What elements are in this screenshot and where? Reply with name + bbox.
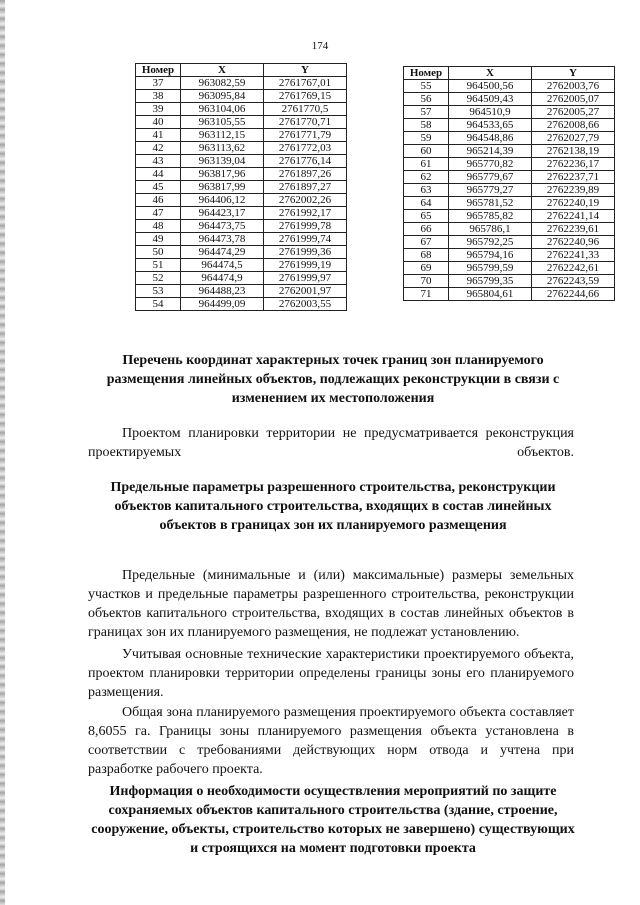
table-row <box>136 259 347 272</box>
table-row <box>404 210 615 223</box>
cell-number: 61 <box>404 158 449 171</box>
table-row <box>136 168 347 181</box>
table-header-row <box>136 64 347 77</box>
cell-y: 2762005,27 <box>532 106 615 119</box>
cell-x: 964510,9 <box>449 106 532 119</box>
table-row <box>404 93 615 106</box>
cell-x: 965794,16 <box>449 249 532 262</box>
cell-number: 51 <box>136 259 181 272</box>
cell-number: 62 <box>404 171 449 184</box>
header-y: Y <box>264 64 347 77</box>
cell-y: 2762241,33 <box>532 249 615 262</box>
cell-number: 43 <box>136 155 181 168</box>
table-row <box>136 298 347 311</box>
header-x: X <box>181 64 264 77</box>
cell-number: 67 <box>404 236 449 249</box>
cell-number: 65 <box>404 210 449 223</box>
page-number: 174 <box>311 40 329 52</box>
cell-number: 60 <box>404 145 449 158</box>
table-row <box>404 132 615 145</box>
header-x: X <box>449 67 532 80</box>
cell-y: 2762239,61 <box>532 223 615 236</box>
coordinates-table-left <box>135 63 347 311</box>
table-row <box>136 142 347 155</box>
table-row <box>404 236 615 249</box>
cell-y: 2762236,17 <box>532 158 615 171</box>
cell-x: 965786,1 <box>449 223 532 236</box>
cell-y: 2762240,19 <box>532 197 615 210</box>
cell-y: 2762003,55 <box>264 298 347 311</box>
cell-number: 54 <box>136 298 181 311</box>
cell-number: 57 <box>404 106 449 119</box>
cell-y: 2761999,19 <box>264 259 347 272</box>
table-row <box>136 207 347 220</box>
cell-number: 53 <box>136 285 181 298</box>
cell-x: 964473,78 <box>181 233 264 246</box>
cell-y: 2761771,79 <box>264 129 347 142</box>
cell-x: 965785,82 <box>449 210 532 223</box>
cell-x: 963139,04 <box>181 155 264 168</box>
cell-number: 39 <box>136 103 181 116</box>
cell-number: 63 <box>404 184 449 197</box>
table-header-row <box>404 67 615 80</box>
table-row <box>136 272 347 285</box>
table-row <box>136 116 347 129</box>
cell-x: 965799,35 <box>449 275 532 288</box>
cell-y: 2761767,01 <box>264 77 347 90</box>
cell-x: 963082,59 <box>181 77 264 90</box>
cell-number: 42 <box>136 142 181 155</box>
cell-y: 2762003,76 <box>532 80 615 93</box>
paragraph-zone-area: Общая зона планируемого размещения проектируемого объекта составляет 8,6055 га. Границы зоны планируемого размещения объекта установлена в соответствии с требованиями действующих норм отвода и учтена при разработке рабочего проекта. <box>88 705 574 777</box>
table-row <box>136 90 347 103</box>
cell-number: 46 <box>136 194 181 207</box>
heading-construction-parameters: Предельные параметры разрешенного строительства, реконструкции объектов капитального строительства, входящих в состав линейных объектов в границах зон их планируемого размещения <box>110 480 556 533</box>
cell-y: 2762005,07 <box>532 93 615 106</box>
header-y: Y <box>532 67 615 80</box>
cell-x: 965214,39 <box>449 145 532 158</box>
cell-y: 2762008,66 <box>532 119 615 132</box>
table-row <box>404 145 615 158</box>
header-number: Номер <box>404 67 449 80</box>
cell-x: 965804,61 <box>449 288 532 301</box>
table-row <box>404 184 615 197</box>
cell-x: 964488,23 <box>181 285 264 298</box>
cell-x: 963104,06 <box>181 103 264 116</box>
cell-number: 64 <box>404 197 449 210</box>
cell-x: 965792,25 <box>449 236 532 249</box>
scan-edge <box>0 0 5 905</box>
cell-number: 66 <box>404 223 449 236</box>
table-row <box>404 106 615 119</box>
table-row <box>404 275 615 288</box>
cell-x: 964406,12 <box>181 194 264 207</box>
cell-y: 2762243,59 <box>532 275 615 288</box>
table-row <box>404 197 615 210</box>
cell-y: 2761769,15 <box>264 90 347 103</box>
cell-y: 2761999,36 <box>264 246 347 259</box>
cell-x: 964474,9 <box>181 272 264 285</box>
header-number: Номер <box>136 64 181 77</box>
cell-x: 964473,75 <box>181 220 264 233</box>
table-row <box>404 262 615 275</box>
cell-y: 2761772,03 <box>264 142 347 155</box>
table-row <box>136 246 347 259</box>
cell-number: 56 <box>404 93 449 106</box>
table-row <box>404 223 615 236</box>
cell-x: 964500,56 <box>449 80 532 93</box>
cell-x: 965779,67 <box>449 171 532 184</box>
table-row <box>136 285 347 298</box>
cell-x: 964499,09 <box>181 298 264 311</box>
table-row <box>136 220 347 233</box>
cell-y: 2762241,14 <box>532 210 615 223</box>
table-row <box>404 158 615 171</box>
table-row <box>136 129 347 142</box>
cell-number: 58 <box>404 119 449 132</box>
cell-x: 963113,62 <box>181 142 264 155</box>
cell-x: 964533,65 <box>449 119 532 132</box>
cell-number: 69 <box>404 262 449 275</box>
cell-x: 965781,52 <box>449 197 532 210</box>
table-row <box>404 80 615 93</box>
table-row <box>136 103 347 116</box>
cell-y: 2761999,74 <box>264 233 347 246</box>
cell-number: 71 <box>404 288 449 301</box>
cell-x: 963112,15 <box>181 129 264 142</box>
cell-y: 2762242,61 <box>532 262 615 275</box>
table-row <box>136 181 347 194</box>
heading-coordinates-list: Перечень координат характерных точек границ зон планируемого размещения линейных объектов, подлежащих реконструкции в связи с изменением их местоположения <box>106 353 560 406</box>
cell-y: 2761999,97 <box>264 272 347 285</box>
cell-number: 37 <box>136 77 181 90</box>
cell-x: 963105,55 <box>181 116 264 129</box>
table-row <box>136 155 347 168</box>
cell-y: 2761897,27 <box>264 181 347 194</box>
cell-y: 2762240,96 <box>532 236 615 249</box>
cell-y: 2761776,14 <box>264 155 347 168</box>
cell-y: 2762001,97 <box>264 285 347 298</box>
table-row <box>136 77 347 90</box>
cell-y: 2762237,71 <box>532 171 615 184</box>
cell-y: 2761897,26 <box>264 168 347 181</box>
cell-number: 38 <box>136 90 181 103</box>
cell-y: 2762239,89 <box>532 184 615 197</box>
cell-number: 49 <box>136 233 181 246</box>
cell-y: 2761999,78 <box>264 220 347 233</box>
cell-y: 2762002,26 <box>264 194 347 207</box>
coordinates-table-right <box>403 66 615 301</box>
paragraph-characteristics: Учитывая основные технические характеристики проектируемого объекта, проектом планировки территории определены границы зоны его планируемого размещения. <box>88 647 574 700</box>
cell-y: 2761770,71 <box>264 116 347 129</box>
table-row <box>404 249 615 262</box>
cell-x: 965799,59 <box>449 262 532 275</box>
cell-y: 2762027,79 <box>532 132 615 145</box>
cell-number: 45 <box>136 181 181 194</box>
cell-x: 964474,29 <box>181 246 264 259</box>
table-row <box>136 194 347 207</box>
cell-number: 70 <box>404 275 449 288</box>
table-row <box>404 119 615 132</box>
cell-number: 48 <box>136 220 181 233</box>
cell-x: 964509,43 <box>449 93 532 106</box>
cell-x: 963817,99 <box>181 181 264 194</box>
cell-number: 44 <box>136 168 181 181</box>
cell-y: 2762138,19 <box>532 145 615 158</box>
cell-number: 55 <box>404 80 449 93</box>
cell-x: 963817,96 <box>181 168 264 181</box>
cell-number: 47 <box>136 207 181 220</box>
cell-x: 965779,27 <box>449 184 532 197</box>
table-row <box>404 171 615 184</box>
cell-y: 2762244,66 <box>532 288 615 301</box>
cell-x: 964548,86 <box>449 132 532 145</box>
table-row <box>404 288 615 301</box>
paragraph-parameters: Предельные (минимальные и (или) максимальные) размеры земельных участков и предельные параметры разрешенного строительства, реконструкции объектов капитального строительства, входящих в состав линейных объектов в границах зон их планируемого размещения, не подлежат установлению. <box>88 568 574 640</box>
cell-number: 68 <box>404 249 449 262</box>
cell-number: 40 <box>136 116 181 129</box>
cell-x: 964423,17 <box>181 207 264 220</box>
cell-y: 2761992,17 <box>264 207 347 220</box>
heading-protection-measures: Информация о необходимости осуществления мероприятий по защите сохраняемых объектов капитального строительства (здание, строение, сооружение, объекты, строительство которых не завершено) существующих и строящихся на момент подготовки проекта <box>91 784 575 856</box>
cell-number: 41 <box>136 129 181 142</box>
cell-x: 964474,5 <box>181 259 264 272</box>
cell-y: 2761770,5 <box>264 103 347 116</box>
cell-number: 52 <box>136 272 181 285</box>
paragraph-no-reconstruction: Проектом планировки территории не предусматривается реконструкция проектируемых объектов. <box>88 426 574 460</box>
cell-number: 50 <box>136 246 181 259</box>
cell-number: 59 <box>404 132 449 145</box>
cell-x: 963095,84 <box>181 90 264 103</box>
table-row <box>136 233 347 246</box>
cell-x: 965770,82 <box>449 158 532 171</box>
